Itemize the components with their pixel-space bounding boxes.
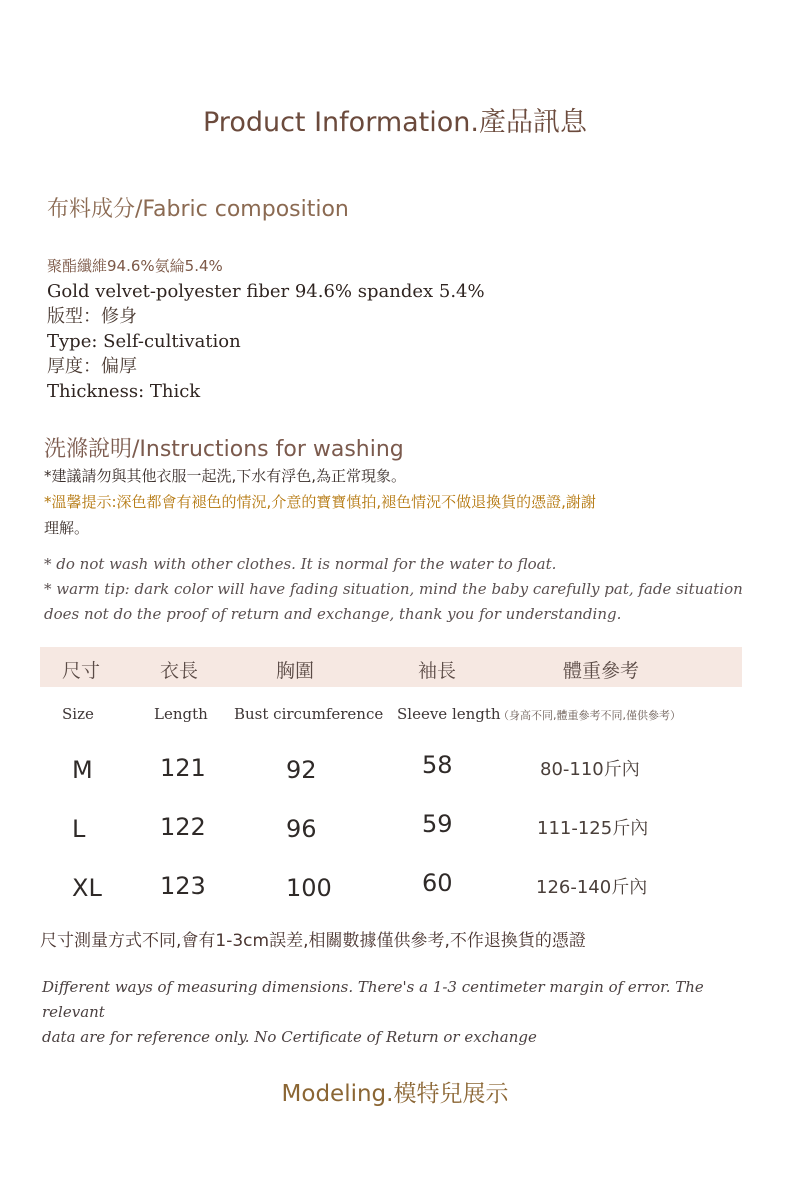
table-row-weight: 80-110斤內 (540, 759, 640, 780)
washing-note-cn: *建議請勿與其他衣服一起洗,下水有浮色,為正常現象。 (44, 467, 407, 485)
table-row-bust: 92 (286, 756, 317, 784)
warm-tip-en-1: * warm tip: dark color will have fading situation, mind the baby carefully pat, fade situation (44, 580, 743, 598)
type-cn: 版型：修身 (47, 306, 137, 327)
type-en: Type: Self-cultivation (47, 331, 241, 352)
table-row-bust: 96 (286, 815, 317, 843)
measure-note-en-1: Different ways of measuring dimensions. There's a 1-3 centimeter margin of error. The relevant (42, 978, 704, 1021)
table-row-sleeve: 59 (422, 810, 453, 838)
header-weight-cn: 體重參考 (563, 660, 640, 682)
thickness-cn: 厚度：偏厚 (47, 356, 137, 377)
header-size-en: Size (62, 705, 94, 723)
header-length-en: Length (154, 705, 208, 723)
table-row-size: M (72, 756, 93, 784)
header-bust-cn: 胸圍 (276, 660, 315, 682)
measure-note-en (42, 975, 758, 1050)
measure-note-en-2: data are for reference only. No Certificate of Return or exchange (42, 1028, 537, 1046)
header-length-cn: 衣長 (160, 660, 199, 682)
table-row-length: 122 (160, 813, 206, 841)
fabric-info (47, 254, 485, 404)
header-size-cn: 尺寸 (62, 660, 101, 682)
table-row-sleeve: 60 (422, 869, 453, 897)
measure-note-cn: 尺寸測量方式不同,會有1-3cm誤差,相關數據僅供參考,不作退換貨的憑證 (40, 931, 586, 951)
table-row-length: 121 (160, 754, 206, 782)
composition-en: Gold velvet-polyester fiber 94.6% spandex 5.4% (47, 281, 485, 302)
washing-note-en: * do not wash with other clothes. It is normal for the water to float. (44, 555, 557, 573)
warm-tip-en-2: does not do the proof of return and exchange, thank you for understanding. (44, 605, 622, 623)
warm-tip-cn: *溫馨提示:深色都會有褪色的情況,介意的寶寶慎拍,褪色情況不做退換貨的憑證,謝謝 (44, 493, 596, 511)
washing-notes-cn (44, 463, 764, 541)
page-title: Product Information.產品訊息 (203, 107, 587, 138)
weight-note: （身高不同,體重參考不同,僅供參考） (498, 709, 681, 722)
header-sleeve-en: Sleeve length (397, 705, 501, 723)
composition-cn: 聚酯纖維94.6%氨綸5.4% (47, 257, 223, 275)
table-row-size: XL (72, 874, 102, 902)
table-row-size: L (72, 815, 86, 843)
table-row-length: 123 (160, 872, 206, 900)
warm-tip-cn-end: 理解。 (44, 519, 90, 537)
table-row-bust: 100 (286, 874, 332, 902)
header-bust-en: Bust circumference (234, 705, 384, 723)
header-sleeve-cn: 袖長 (418, 660, 457, 682)
table-row-weight: 126-140斤內 (536, 877, 648, 898)
fabric-heading: 布料成分/Fabric composition (47, 197, 349, 222)
table-row-weight: 111-125斤內 (537, 818, 649, 839)
washing-notes-en (44, 552, 764, 627)
table-row-sleeve: 58 (422, 751, 453, 779)
modeling-title: Modeling.模特兒展示 (281, 1081, 509, 1107)
washing-heading: 洗滌說明/Instructions for washing (44, 437, 404, 462)
thickness-en: Thickness: Thick (47, 381, 201, 402)
